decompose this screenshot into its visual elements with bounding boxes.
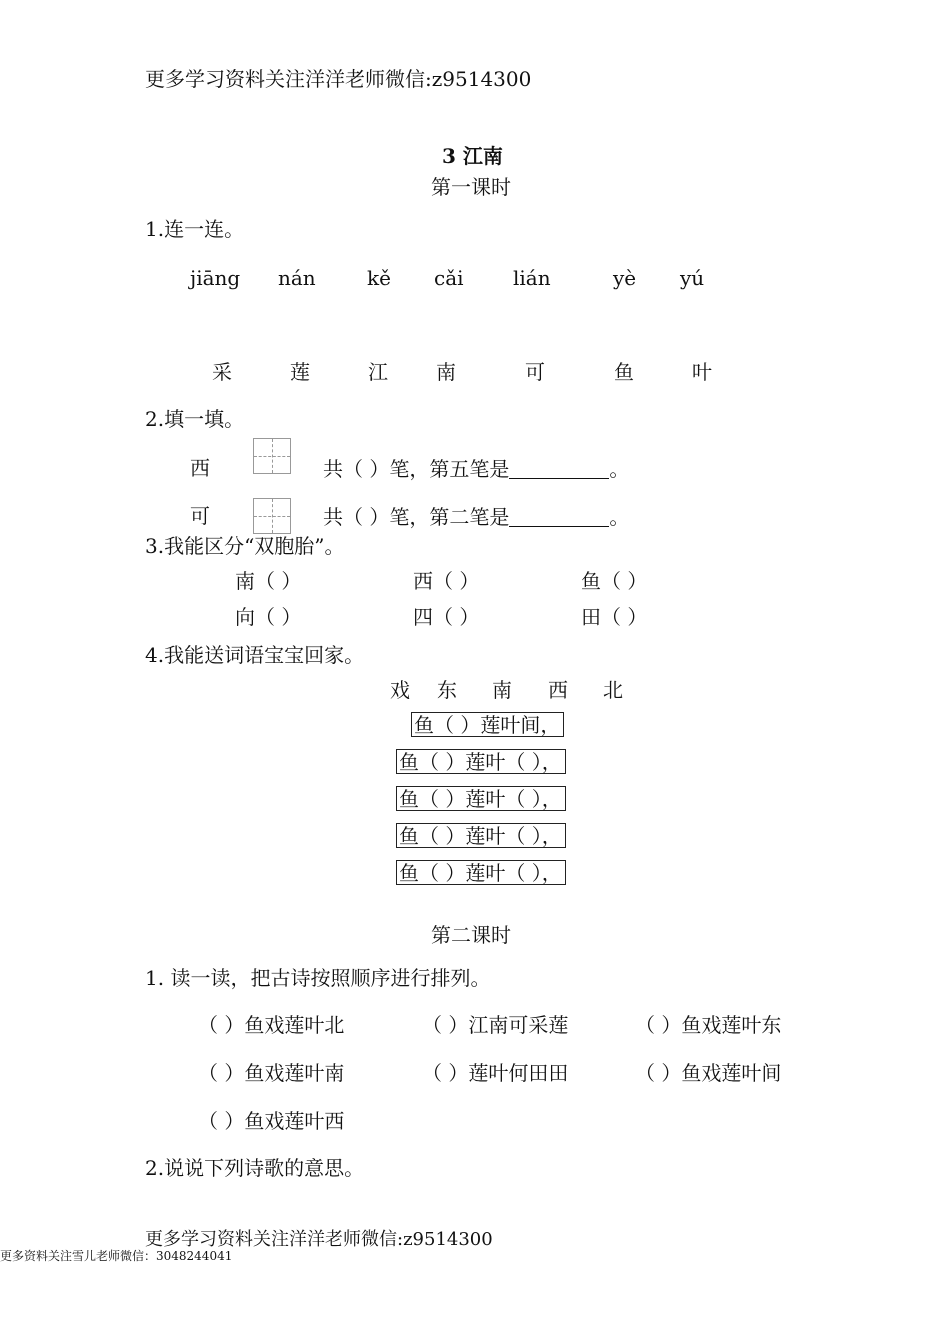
writing-grid[interactable] <box>253 438 291 474</box>
twin-item: 西（ ） <box>413 569 480 593</box>
poem-line-box[interactable]: 鱼（ ）莲叶（ ）， <box>396 860 566 885</box>
word-item: 西 <box>548 678 568 702</box>
word-item: 东 <box>437 678 457 702</box>
q2-row <box>323 458 629 479</box>
q2-label: 2.填一填。 <box>145 407 245 431</box>
pinyin-item: yú <box>680 266 705 290</box>
lesson2-heading: 第二课时 <box>431 923 511 947</box>
order-item[interactable]: （ ）莲叶何田田 <box>422 1061 569 1085</box>
pinyin-item: nán <box>278 266 316 290</box>
answer-blank[interactable] <box>509 458 609 479</box>
poem-line-box[interactable]: 鱼（ ）莲叶（ ）， <box>396 749 566 774</box>
footer-small-note: 更多资料关注雪儿老师微信：3048244041 <box>0 1249 233 1263</box>
q2-row-text: 共（ ）笔，第二笔是 <box>323 505 510 529</box>
char-item: 莲 <box>290 360 310 384</box>
char-item: 可 <box>525 360 545 384</box>
word-item: 北 <box>603 678 623 702</box>
q2-char: 可 <box>190 504 210 528</box>
writing-grid[interactable] <box>253 498 291 534</box>
char-item: 江 <box>368 360 388 384</box>
footer-note: 更多学习资料关注洋洋老师微信:z9514300 <box>145 1229 493 1250</box>
q2-row-end: 。 <box>609 457 630 481</box>
q2-row-text: 共（ ）笔，第五笔是 <box>323 457 510 481</box>
l2-q2-label: 2.说说下列诗歌的意思。 <box>145 1156 365 1180</box>
pinyin-item: lián <box>513 266 551 290</box>
poem-line-box[interactable]: 鱼（ ）莲叶（ ）， <box>396 823 566 848</box>
pinyin-item: jiāng <box>190 266 241 290</box>
q2-row <box>323 506 629 527</box>
lesson1-heading: 第一课时 <box>431 175 511 199</box>
twin-item: 鱼（ ） <box>581 569 648 593</box>
twin-item: 向（ ） <box>235 605 302 629</box>
word-item: 戏 <box>390 678 410 702</box>
char-item: 鱼 <box>614 360 634 384</box>
order-item[interactable]: （ ）鱼戏莲叶北 <box>198 1013 345 1037</box>
order-item[interactable]: （ ）鱼戏莲叶南 <box>198 1061 345 1085</box>
q2-row-end: 。 <box>609 505 630 529</box>
twin-item: 四（ ） <box>413 605 480 629</box>
page-title: 3 江南 <box>442 144 503 168</box>
pinyin-item: yè <box>613 266 637 290</box>
order-item[interactable]: （ ）江南可采莲 <box>422 1013 569 1037</box>
pinyin-item: kě <box>367 266 391 290</box>
twin-item: 田（ ） <box>581 605 648 629</box>
poem-line-box[interactable]: 鱼（ ）莲叶间， <box>411 712 564 737</box>
l2-q1-label: 1. 读一读，把古诗按照顺序进行排列。 <box>145 966 491 990</box>
header-note: 更多学习资料关注洋洋老师微信:z9514300 <box>145 67 532 91</box>
char-item: 南 <box>436 360 456 384</box>
twin-item: 南（ ） <box>235 569 302 593</box>
word-item: 南 <box>492 678 512 702</box>
order-item[interactable]: （ ）鱼戏莲叶西 <box>198 1109 345 1133</box>
order-item[interactable]: （ ）鱼戏莲叶间 <box>635 1061 782 1085</box>
pinyin-item: cǎi <box>434 266 464 290</box>
order-item[interactable]: （ ）鱼戏莲叶东 <box>635 1013 782 1037</box>
q1-label: 1.连一连。 <box>145 217 245 241</box>
poem-line-box[interactable]: 鱼（ ）莲叶（ ）， <box>396 786 566 811</box>
q2-char: 西 <box>190 456 210 480</box>
char-item: 采 <box>212 360 232 384</box>
q4-label: 4.我能送词语宝宝回家。 <box>145 643 365 667</box>
answer-blank[interactable] <box>509 506 609 527</box>
q3-label: 3.我能区分“双胞胎”。 <box>145 534 345 558</box>
char-item: 叶 <box>692 360 712 384</box>
